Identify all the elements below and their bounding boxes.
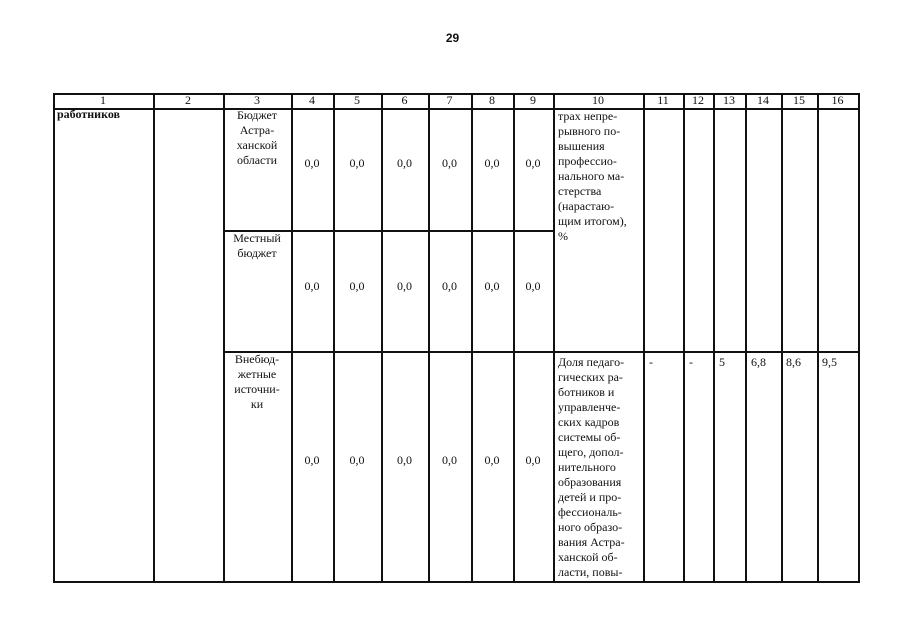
indicator-value-col16: 9,5: [822, 355, 837, 369]
value-regional-col4: 0,0: [304, 156, 320, 170]
value-extrabudget-col9: 0,0: [525, 453, 541, 467]
header-cell-6: 6: [401, 93, 408, 107]
value-regional-col8: 0,0: [484, 156, 500, 170]
header-cell-4: 4: [309, 93, 315, 107]
col-border-13: [745, 93, 747, 582]
value-regional-col6: 0,0: [397, 156, 412, 170]
value-extrabudget-col7: 0,0: [442, 453, 457, 467]
col-border-14: [781, 93, 783, 582]
funding-source-local: Местный бюджет: [233, 231, 281, 260]
col-border-12: [713, 93, 715, 582]
col-border-9: [553, 93, 555, 582]
header-cell-2: 2: [185, 93, 191, 107]
value-regional-col9: 0,0: [525, 156, 541, 170]
value-regional-col5: 0,0: [349, 156, 365, 170]
funding-source-extrabudget: Внебюд- жетные источни- ки: [234, 352, 280, 411]
value-local-col5: 0,0: [349, 279, 365, 293]
data-table: [53, 93, 860, 582]
value-local-col4: 0,0: [304, 279, 320, 293]
header-bottom-border: [53, 108, 860, 110]
col-border-15: [817, 93, 819, 582]
header-cell-11: 11: [657, 93, 669, 107]
value-regional-col7: 0,0: [442, 156, 457, 170]
col-border-11: [683, 93, 685, 582]
value-extrabudget-col8: 0,0: [484, 453, 500, 467]
row-divider-2: [223, 351, 860, 353]
value-extrabudget-col6: 0,0: [397, 453, 412, 467]
indicator-value-col12: -: [689, 355, 693, 369]
indicator-value-col13: 5: [719, 355, 725, 369]
header-cell-3: 3: [254, 93, 260, 107]
indicator-value-col15: 8,6: [786, 355, 801, 369]
table-bottom-border: [53, 581, 860, 583]
value-extrabudget-col5: 0,0: [349, 453, 365, 467]
header-cell-10: 10: [592, 93, 604, 107]
header-cell-14: 14: [757, 93, 769, 107]
employee-category-cell: работников: [57, 107, 121, 121]
indicator-value-col14: 6,8: [751, 355, 766, 369]
header-cell-15: 15: [793, 93, 805, 107]
value-local-col6: 0,0: [397, 279, 412, 293]
header-cell-9: 9: [530, 93, 536, 107]
col-border-1: [153, 93, 155, 582]
indicator-share-text: Доля педаго- гических ра- ботников и управленче- ских кадров системы об- щего, допол- нительного образования детей и про- фессиональ- ного образо- вания Астра- ханской об- ласти, повы-: [558, 355, 625, 579]
header-cell-7: 7: [446, 93, 453, 107]
header-cell-13: 13: [723, 93, 735, 107]
header-cell-8: 8: [489, 93, 495, 107]
col-border-16: [858, 93, 860, 582]
value-local-col8: 0,0: [484, 279, 500, 293]
value-local-col9: 0,0: [525, 279, 541, 293]
indicator-value-col11: -: [649, 355, 653, 369]
header-cell-5: 5: [354, 93, 360, 107]
funding-source-regional: Бюджет Астра- ханской области: [236, 108, 278, 167]
page-number: 29: [445, 31, 460, 45]
value-local-col7: 0,0: [442, 279, 457, 293]
col-border-0: [53, 93, 55, 582]
header-cell-12: 12: [692, 93, 704, 107]
indicator-continued-text: трах непре- рывного по- вышения профессио- нального ма- стерства (нарастаю- щим итогом), %: [558, 109, 627, 243]
value-extrabudget-col4: 0,0: [304, 453, 320, 467]
header-cell-1: 1: [100, 93, 106, 107]
header-cell-16: 16: [831, 93, 844, 107]
